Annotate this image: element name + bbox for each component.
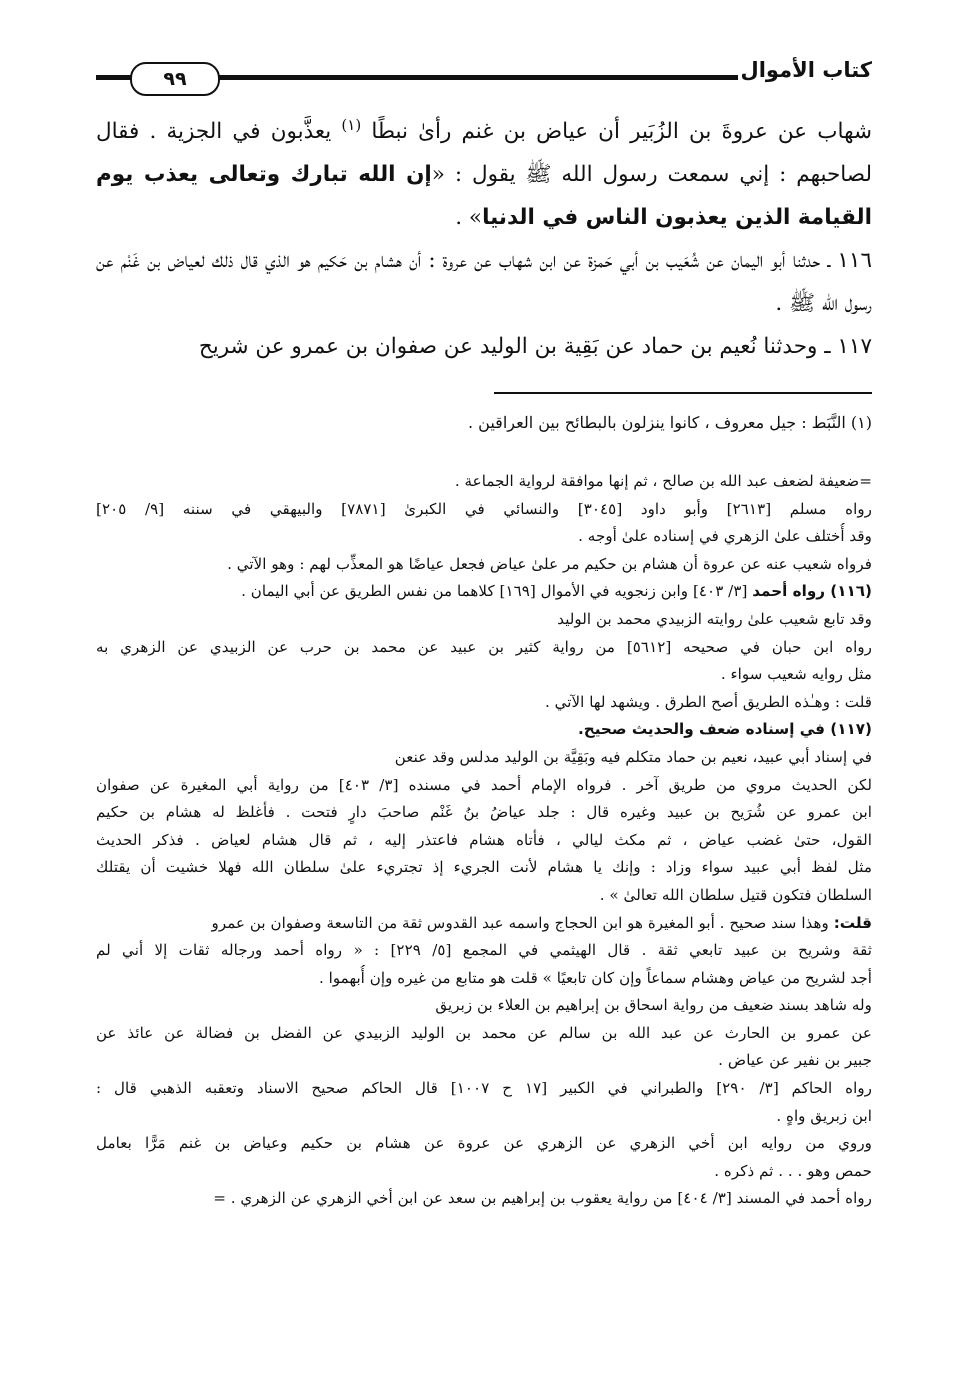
commentary-line: مثل روايه شعيب سواء . — [720, 665, 872, 684]
paragraph-text: لصاحبهم : إني سمعت رسول الله ﷺ يقول : « — [431, 162, 873, 187]
commentary-line: وقد تابع شعيب علىٰ روايته الزبيدي محمد بن الوليد — [557, 609, 872, 628]
page-header — [96, 52, 872, 102]
commentary-line: حمص وهو . . . ثم ذكره . — [714, 1161, 872, 1180]
commentary-line: في إسناد أبي عبيد، نعيم بن حماد متكلم فيه وبَقِيَّة بن الوليد مدلس وقد عنعن — [394, 747, 872, 766]
commentary-line: قلت : وهـٰذه الطريق أصح الطرق . ويشهد لها الآتي . — [544, 692, 872, 711]
commentary-line: السلطان فتكون قتيل سلطان الله تعالىٰ » . — [599, 885, 872, 904]
main-text — [96, 110, 872, 368]
commentary-line: القول، حتىٰ غضب عياض ، ثم مكث ليالي ، فأتاه هشام فاعتذر إليه ، ثم قال هشام لعياض . فذكر الحديث — [96, 830, 872, 849]
paragraph-116: ١١٦ ـ حدثنا أبو اليمان عن شُعَيب بن أبي حَمزة عن ابن شهاب عن عروة : أن هشام بن حَكيم هو الذي قال ذلك لعياض بن غَنْم عن رسول الله ﷺ . — [96, 248, 872, 316]
commentary-line: ثقة وشريح بن عبيد تابعي ثقة . قال الهيثمي في المجمع [٥/ ٢٢٩] : « رواه أحمد ورجاله ثقات إلا أني لم — [96, 941, 872, 960]
note-116-label: (١١٦) رواه أحمد — [752, 582, 872, 601]
note-117-label: (١١٧) في إسناده ضعف والحديث صحيح. — [578, 720, 872, 739]
commentary-line: رواه مسلم [٢٦١٣] وأبو داود [٣٠٤٥] والنسائي في الكبرىٰ [٧٨٧١] والبيهقي في سننه [٩/ ٢٠٥] — [96, 499, 872, 518]
commentary-text: وهذا سند صحيح . أبو المغيرة هو ابن الحجاج واسمه عبد القدوس ثقة من التاسعة وصفوان بن عمرو — [211, 913, 829, 932]
commentary-line: فرواه شعيب عنه عن عروة أن هشام بن حكيم مر علىٰ عياض فجعل عياضًا هو المعذِّب لهم : وهو الآتي . — [227, 554, 872, 573]
commentary-line: مثل لفظ أبي عبيد سواء وزاد : وإنك يا هشام لأنت الجريء إذ تجتريء علىٰ سلطان الله فهلا خشيت أن يقتلك — [96, 858, 872, 877]
commentary-line: ابن زبريق واهٍ . — [776, 1106, 872, 1125]
commentary-text: [٣/ ٤٠٣] وابن زنجويه في الأموال [١٦٩] كلاهما من نفس الطريق عن أبي اليمان . — [241, 582, 748, 601]
commentary-line: ابن عمرو عن شُرَيح بن عبيد وغيره قال : جلد عياضُ بنُ غَنْم صاحبَ دارٍ فتحت . فأغلظ له هشام بن حكيم — [96, 803, 872, 822]
commentary-line: رواه الحاكم [٣/ ٢٩٠] والطبراني في الكبير [١٧ ح ١٠٠٧] قال الحاكم صحيح الاسناد وتعقبه الذهبي قال : — [96, 1079, 872, 1098]
footnote-reference: (١) — [341, 115, 362, 134]
commentary-line: وروي من روايه ابن أخي الزهري عن الزهري عن عروة عن هشام بن حكيم وعياض بن غنم مَرًّا بعامل — [96, 1134, 872, 1153]
paragraph-115-continuation — [96, 110, 872, 239]
commentary — [96, 468, 872, 1213]
commentary-line: جبير بن نفير عن عياض . — [718, 1051, 872, 1070]
commentary-line: =ضعيفة لضعف عبد الله بن صالح ، ثم إنها موافقة لرواية الجماعة . — [454, 472, 872, 490]
paragraph-text: شهاب عن عروةَ بن الزُبَير أن عياض بن غنم رأىٰ نبطًا — [371, 119, 872, 144]
footnote-divider — [494, 392, 872, 394]
hadith-quote: إن الله تبارك وتعالى يعذب يوم القيامة الذين يعذبون الناس في الدنيا — [96, 162, 872, 230]
commentary-line — [96, 910, 872, 938]
commentary-line: أجد لشريح من عياض وهشام سماعاً وإن كان تابعيًا » قلت هو متابع من غيره وإن أُبهموا . — [318, 968, 872, 987]
paragraph-text: يعذَّبون في الجزية . فقال — [96, 119, 332, 144]
commentary-line: عن عمرو بن الحارث عن عبد الله بن سالم عن محمد بن الوليد الزبيدي عن الفضل بن فضالة عن عائذ عن — [96, 1023, 872, 1042]
qultu-label: قلت: — [833, 913, 872, 932]
commentary-line: وله شاهد بسند ضعيف من رواية اسحاق بن إبراهيم بن العلاء بن زبريق — [435, 996, 872, 1015]
commentary-line: لكن الحديث مروي من طريق آخر . فرواه الإمام أحمد في مسنده [٣/ ٤٠٣] من رواية أبي المغيرة عن صفوان — [96, 775, 872, 794]
book-title: كتاب الأموال — [740, 58, 872, 82]
paragraph-117: ١١٧ ـ وحدثنا نُعيم بن حماد عن بَقِية بن الوليد عن صفوان بن عمرو عن شريح — [198, 334, 872, 359]
commentary-line: رواه ابن حبان في صحيحه [٥٦١٢] من رواية كثير بن عبيد عن محمد بن حرب عن الزبيدي عن الزهري به — [96, 637, 872, 656]
commentary-line: رواه أحمد في المسند [٣/ ٤٠٤] من رواية يعقوب بن إبراهيم بن سعد عن ابن أخي الزهري عن الزهري . = — [213, 1189, 872, 1208]
page-number: ٩٩ — [130, 62, 220, 96]
paragraph-text: » . — [455, 205, 483, 230]
footnote: (١) النَّبَط : جيل معروف ، كانوا ينزلون بالبطائح بين العراقين . — [468, 413, 872, 432]
commentary-line: وقد أُختلف علىٰ الزهري في إسناده علىٰ أوجه . — [578, 527, 872, 546]
commentary-line — [96, 578, 872, 606]
